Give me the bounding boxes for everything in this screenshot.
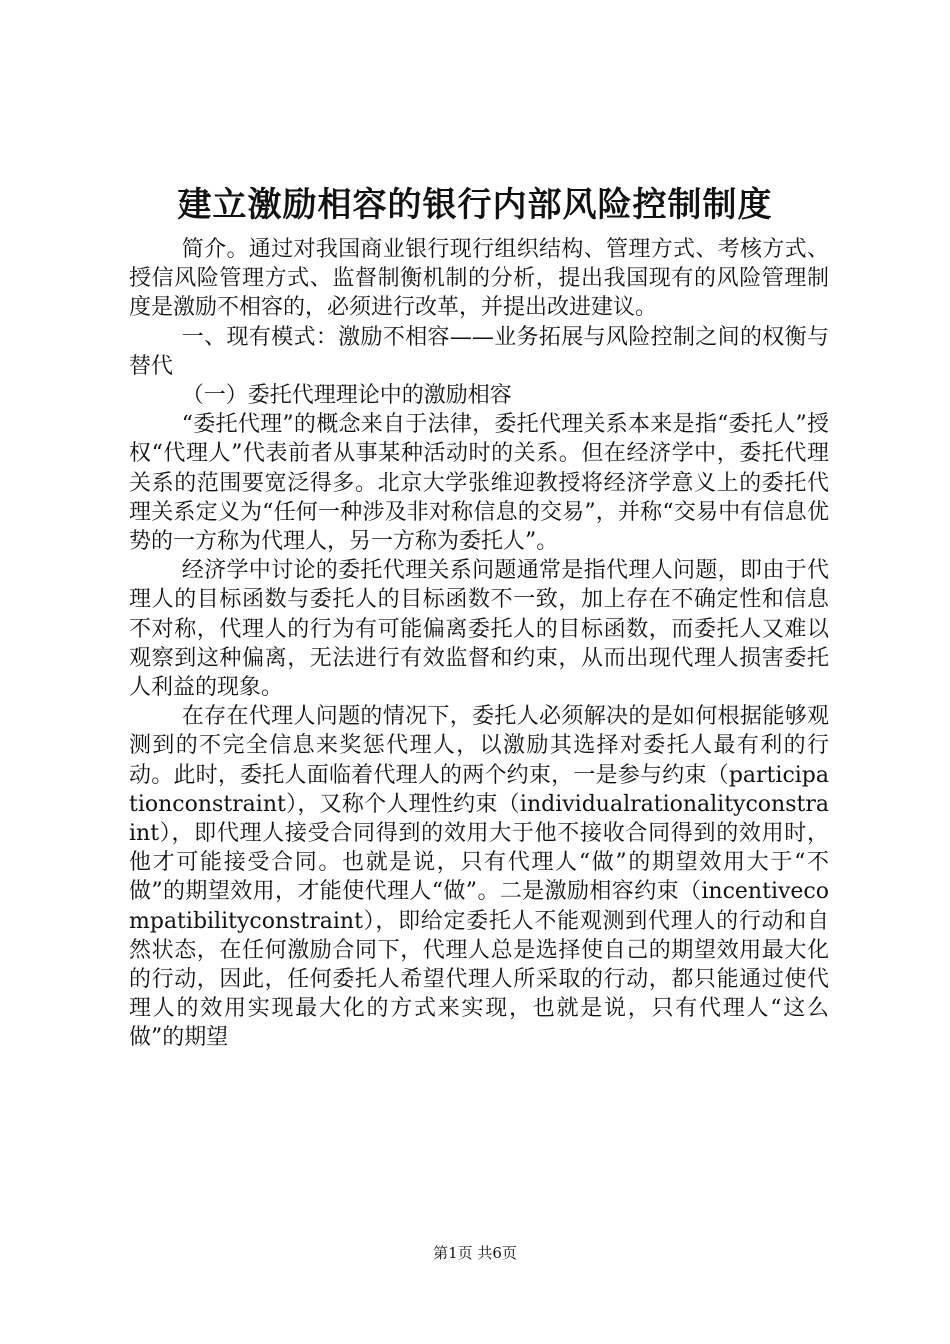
page-number-footer: 第1页 共6页 bbox=[433, 1244, 517, 1262]
paragraph: “委托代理”的概念来自于法律，委托代理关系本来是指“委托人”授权“代理人”代表前者从事某种活动时的关系。但在经济学中，委托代理关系的范围要宽泛得多。北京大学张维迎教授将经济学意义上的委托代理关系定义为“任何一种涉及非对称信息的交易”，并称“交易中有信息优势的一方称为代理人，另一方称为委托人”。 bbox=[129, 412, 829, 555]
paragraph: 经济学中讨论的委托代理关系问题通常是指代理人问题，即由于代理人的目标函数与委托人的目标函数不一致，加上存在不确定性和信息不对称，代理人的行为有可能偏离委托人的目标函数，而委托人又难以观察到这种偏离，无法进行有效监督和约束，从而出现代理人损害委托人利益的现象。 bbox=[129, 558, 829, 701]
paragraph: 在存在代理人问题的情况下，委托人必须解决的是如何根据能够观测到的不完全信息来奖惩代理人，以激励其选择对委托人最有利的行动。此时，委托人面临着代理人的两个约束，一是参与约束（participationconstraint），又称个人理性约束（individualrationalityconstraint），即代理人接受合同得到的效用大于他不接收合同得到的效用时，他才可能接受合同。也就是说，只有代理人“做”的期望效用大于“不做”的期望效用，才能使代理人“做”。二是激励相容约束（incentivecompatibilityconstraint），即给定委托人不能观测到代理人的行动和自然状态，在任何激励合同下，代理人总是选择使自己的期望效用最大化的行动，因此，任何委托人希望代理人所采取的行动，都只能通过使代理人的效用实现最大化的方式来实现，也就是说，只有代理人“这么做”的期望 bbox=[129, 704, 829, 1051]
document-body bbox=[129, 235, 829, 1053]
paragraph-abstract: 简介。通过对我国商业银行现行组织结构、管理方式、考核方式、授信风险管理方式、监督制衡机制的分析，提出我国现有的风险管理制度是激励不相容的，必须进行改革，并提出改进建议。 bbox=[129, 237, 829, 321]
document-title: 建立激励相容的银行内部风险控制制度 bbox=[177, 185, 773, 225]
section-heading-1: 一、现有模式：激励不相容——业务拓展与风险控制之间的权衡与替代 bbox=[129, 324, 829, 379]
subsection-heading-1: （一）委托代理理论中的激励相容 bbox=[181, 383, 512, 409]
